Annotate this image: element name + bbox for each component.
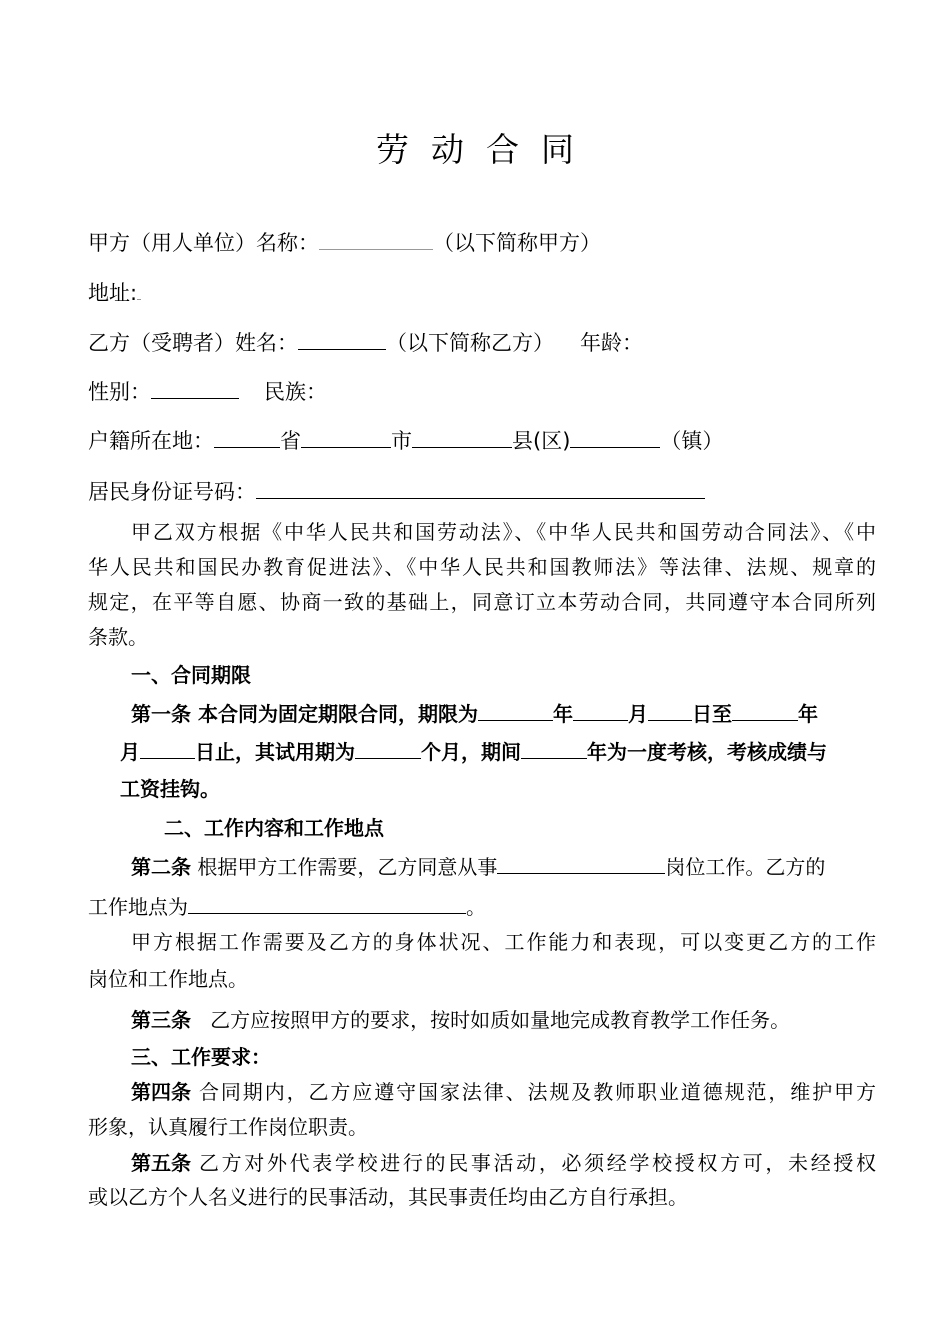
province-field[interactable] [214, 427, 280, 448]
article-2-line-2 [88, 893, 486, 920]
id-line [88, 478, 705, 505]
hukou-line [88, 427, 723, 454]
section-1-heading: 一、合同期限 [131, 663, 251, 687]
article-1-text: 本合同为固定期限合同，期限为 [197, 702, 478, 726]
post-field[interactable] [497, 853, 665, 874]
county-label: 县(区) [512, 429, 571, 453]
province-label: 省 [280, 429, 301, 453]
town-field[interactable] [570, 427, 660, 448]
city-field[interactable] [301, 427, 391, 448]
article-3-label: 第三条 [131, 1008, 191, 1032]
address-field[interactable] [137, 279, 141, 300]
article-2-label: 第二条 [131, 855, 191, 879]
party-b-name-field[interactable] [298, 329, 386, 350]
year-label: 年 [797, 702, 818, 726]
county-field[interactable] [412, 427, 512, 448]
gender-field[interactable] [151, 378, 239, 399]
preamble-line: 条款。 [88, 625, 148, 649]
article-5-line-1 [131, 1150, 876, 1176]
article-5-line-2: 或以乙方个人名义进行的民事活动，其民事责任均由乙方自行承担。 [88, 1185, 688, 1209]
gender-label: 性别： [88, 380, 151, 404]
party-a-name-field[interactable] [319, 229, 433, 250]
article-3-text: 乙方应按照甲方的要求，按时如质如量地完成教育教学工作任务。 [210, 1008, 791, 1032]
article-1-line-1 [131, 700, 818, 727]
article-3-line [131, 1007, 790, 1033]
article-4-line-2: 形象，认真履行工作岗位职责。 [88, 1115, 368, 1139]
article-4-text: 合同期内，乙方应遵守国家法律、法规及教师职业道德规范，维护甲方 [199, 1080, 876, 1104]
gender-line [88, 378, 327, 405]
party-b-line [88, 329, 643, 356]
article-2-post-text: 岗位工作。乙方的 [665, 855, 826, 879]
id-number-field[interactable] [256, 478, 705, 499]
id-label: 居民身份证号码： [88, 480, 256, 504]
end-year-field[interactable] [732, 700, 798, 721]
article-1-line-2 [120, 738, 827, 765]
article-1-label: 第一条 [131, 702, 191, 726]
article-2-para-line-1: 甲方根据工作需要及乙方的身体状况、工作能力和表现，可以变更乙方的工作 [131, 930, 876, 954]
work-place-field[interactable] [188, 893, 466, 914]
article-1-line-3: 工资挂钩。 [120, 777, 220, 801]
town-label: （镇） [660, 429, 724, 453]
month-label: 月 [627, 702, 648, 726]
assessment-period-field[interactable] [521, 738, 587, 759]
preamble-line: 规定，在平等自愿、协商一致的基础上，同意订立本劳动合同，共同遵守本合同所列 [88, 590, 876, 614]
assessment-label: 年为一度考核，考核成绩与 [587, 740, 827, 764]
city-label: 市 [391, 429, 412, 453]
preamble-line: 华人民共和国民办教育促进法》、《中华人民共和国教师法》等法律、法规、规章的 [88, 555, 876, 579]
article-2-text: 根据甲方工作需要，乙方同意从事 [197, 855, 498, 879]
end-month-field[interactable] [140, 738, 195, 759]
party-b-suffix: （以下简称乙方） [386, 331, 554, 355]
age-label: 年龄： [580, 331, 643, 355]
period: 。 [466, 895, 486, 919]
day-end-label: 日止，其试用期为 [195, 740, 355, 764]
address-line [88, 279, 141, 306]
article-4-label: 第四条 [131, 1080, 191, 1104]
party-b-label: 乙方（受聘者）姓名： [88, 331, 298, 355]
ethnicity-label: 民族： [264, 380, 327, 404]
section-3-heading: 三、工作要求： [131, 1045, 271, 1069]
start-year-field[interactable] [478, 700, 553, 721]
day-to-label: 日至 [691, 702, 732, 726]
months-label: 个月，期间 [421, 740, 521, 764]
article-5-text: 乙方对外代表学校进行的民事活动，必须经学校授权方可，未经授权 [199, 1151, 876, 1175]
party-a-label: 甲方（用人单位）名称： [88, 231, 319, 255]
article-4-line-1 [131, 1079, 876, 1105]
start-day-field[interactable] [648, 700, 692, 721]
month-label: 月 [120, 740, 140, 764]
party-a-suffix: （以下简称甲方） [433, 231, 601, 255]
section-2-heading: 二、工作内容和工作地点 [164, 816, 384, 840]
start-month-field[interactable] [573, 700, 628, 721]
article-2-line-1 [131, 853, 825, 880]
year-label: 年 [552, 702, 573, 726]
party-a-line [88, 229, 601, 256]
work-place-label: 工作地点为 [88, 895, 188, 919]
address-label: 地址: [88, 281, 138, 305]
article-5-label: 第五条 [131, 1151, 191, 1175]
document-title: 劳动合同 [376, 130, 596, 169]
hukou-label: 户籍所在地： [88, 429, 214, 453]
preamble-line: 甲乙双方根据《中华人民共和国劳动法》、《中华人民共和国劳动合同法》、《中 [131, 520, 876, 544]
probation-months-field[interactable] [355, 738, 421, 759]
article-2-para-line-2: 岗位和工作地点。 [88, 967, 248, 991]
